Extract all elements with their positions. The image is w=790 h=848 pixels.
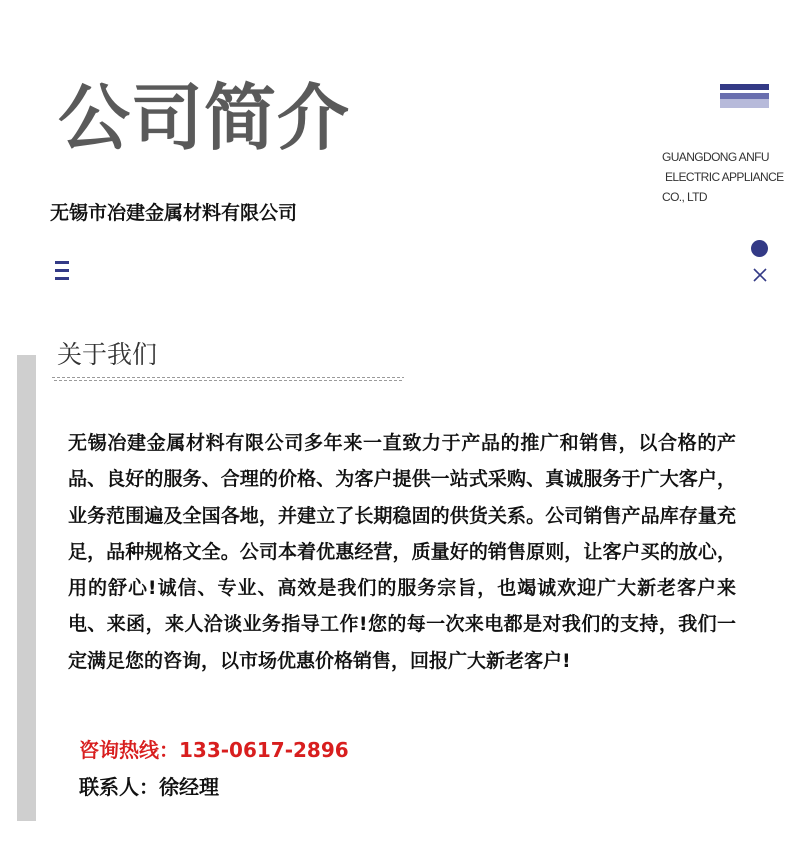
stripe-bottom bbox=[720, 99, 769, 108]
page-title: 公司简介 bbox=[58, 76, 351, 160]
brand-line-3: CO., LTD bbox=[662, 190, 707, 204]
dashed-divider bbox=[52, 376, 404, 382]
close-icon[interactable] bbox=[752, 267, 768, 283]
sidebar-bar bbox=[17, 355, 36, 821]
brand-line-2: ELECTRIC APPLIANCE bbox=[665, 170, 784, 184]
about-body-text: 无锡冶建金属材料有限公司多年来一直致力于产品的推广和销售，以合格的产品、良好的服务、合理的价格、为客户提供一站式采购、真诚服务于广大客户，业务范围遍及全国各地，并建立了长期稳固的供货关系。公司销售产品库存量充足，品种规格文全。公司本着优惠经营，质量好的销售原则，让客户买的放心，用的舒心!诚信、专业、高效是我们的服务宗旨，也竭诚欢迎广大新老客户来电、来函，来人洽谈业务指导工作!您的每一次来电都是对我们的支持，我们一定满足您的咨询，以市场优惠价格销售，回报广大新老客户! bbox=[68, 432, 736, 672]
brand-english-name bbox=[662, 147, 788, 207]
decorative-stripes bbox=[720, 84, 769, 108]
section-heading: 关于我们 bbox=[57, 340, 158, 369]
company-name: 无锡市冶建金属材料有限公司 bbox=[50, 202, 298, 224]
menu-icon[interactable] bbox=[55, 260, 71, 282]
brand-line-1: GUANGDONG ANFU bbox=[662, 150, 769, 164]
hotline-text[interactable]: 咨询热线：133-0617-2896 bbox=[79, 738, 349, 762]
contact-person: 联系人：徐经理 bbox=[79, 775, 219, 799]
dot-icon bbox=[751, 240, 768, 257]
